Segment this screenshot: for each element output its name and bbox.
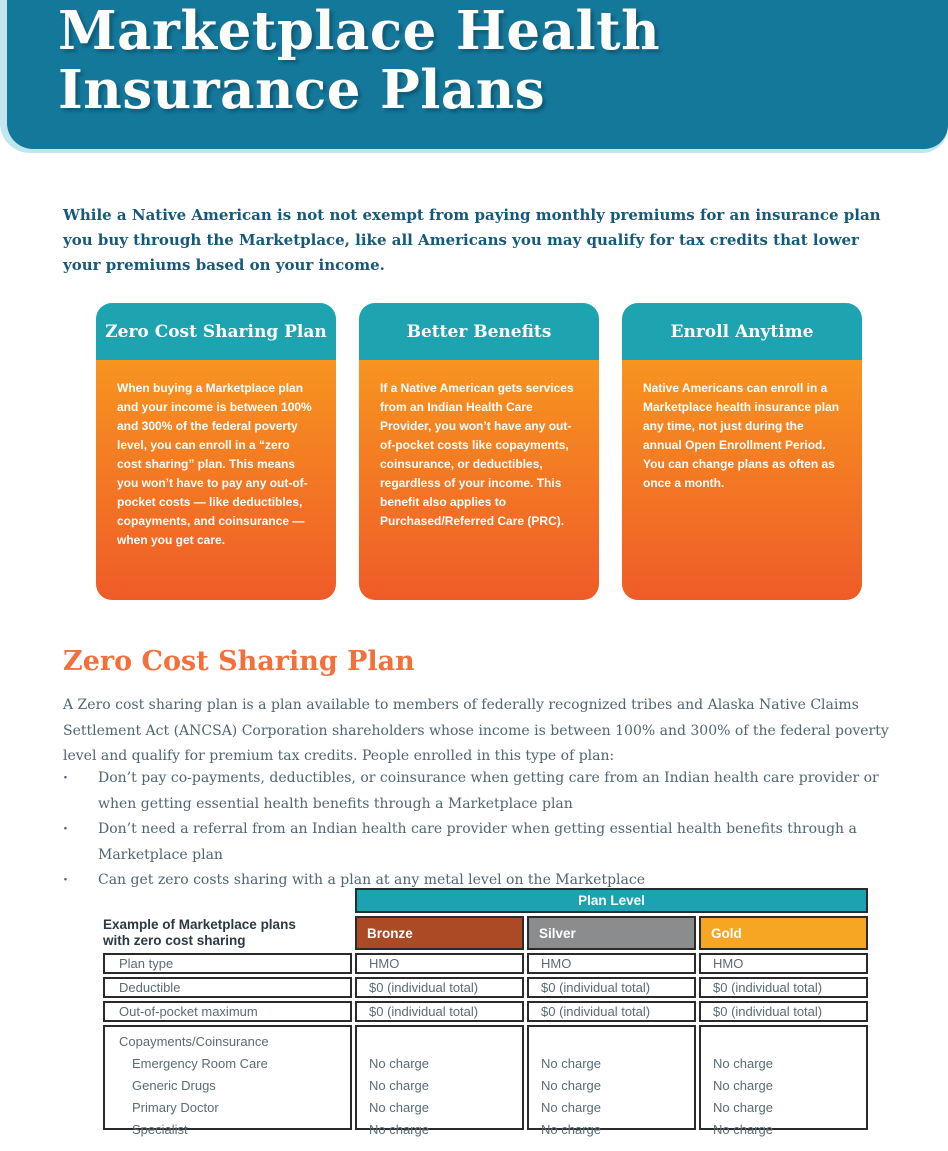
copay-item-label: Specialist — [132, 1122, 188, 1137]
copay-value: No charge — [541, 1056, 601, 1071]
copay-value: No charge — [369, 1056, 429, 1071]
card-body: If a Native American gets services from an Indian Health Care Provider, you won’t have any out-of-pocket costs like copayments, coinsurance, or deductibles, regardless of your income. This benefit also applies to Purchased/Referred Care (PRC). — [359, 360, 599, 600]
copay-spacer — [369, 1031, 522, 1053]
row-label-plan-type: Plan type — [103, 953, 352, 974]
section-heading: Zero Cost Sharing Plan — [63, 646, 415, 677]
card-better-benefits — [359, 303, 599, 600]
card-title: Zero Cost Sharing Plan — [96, 303, 336, 360]
copay-values-silver — [527, 1025, 696, 1137]
copay-value: No charge — [369, 1100, 429, 1115]
cell-deductible-bronze: $0 (individual total) — [355, 977, 524, 998]
copay-value: No charge — [713, 1056, 773, 1071]
cell-plan-type-gold: HMO — [699, 953, 868, 974]
card-title: Better Benefits — [359, 303, 599, 360]
row-label-deductible: Deductible — [103, 977, 352, 998]
copay-values-gold — [699, 1025, 868, 1137]
copay-value: No charge — [713, 1078, 773, 1093]
cell-deductible-silver: $0 (individual total) — [527, 977, 696, 998]
bullet-item — [63, 817, 883, 868]
copay-spacer — [713, 1031, 866, 1053]
cell-plan-type-silver: HMO — [527, 953, 696, 974]
bullet-item — [63, 766, 883, 817]
cell-plan-type-bronze: HMO — [355, 953, 524, 974]
bullet-marker: · — [63, 872, 68, 888]
card-zero-cost-sharing — [96, 303, 336, 600]
copay-value: No charge — [541, 1122, 601, 1137]
section-paragraph: A Zero cost sharing plan is a plan available to members of federally recognized tribes and Alaska Native Claims Settlement Act (ANCSA) Corporation shareholders whose income is between 100% and 300% of the federal poverty level and qualify for premium tax credits. People enrolled in this type of plan: — [63, 697, 889, 764]
bullet-text: Can get zero costs sharing with a plan at any metal level on the Marketplace — [98, 872, 645, 888]
plans-table — [103, 888, 868, 1137]
bullet-marker: · — [63, 821, 68, 837]
card-body: Native Americans can enroll in a Marketplace health insurance plan any time, not just during the annual Open Enrollment Period. You can change plans as often as once a month. — [622, 360, 862, 600]
copay-item-label: Primary Doctor — [132, 1100, 219, 1115]
copay-value: No charge — [369, 1078, 429, 1093]
copay-spacer — [541, 1031, 694, 1053]
cell-deductible-gold: $0 (individual total) — [699, 977, 868, 998]
cell-oop-bronze: $0 (individual total) — [355, 1001, 524, 1022]
cell-oop-gold: $0 (individual total) — [699, 1001, 868, 1022]
bullet-text: Don’t pay co-payments, deductibles, or coinsurance when getting care from an Indian health care provider or when getting essential health benefits through a Marketplace plan — [98, 770, 879, 812]
copay-value: No charge — [713, 1122, 773, 1137]
column-header-bronze: Bronze — [355, 916, 524, 950]
header-banner — [0, 0, 948, 153]
copay-item-label: Generic Drugs — [132, 1078, 216, 1093]
copay-group-label: Copayments/Coinsurance — [119, 1034, 269, 1049]
column-header-silver: Silver — [527, 916, 696, 950]
cell-oop-silver: $0 (individual total) — [527, 1001, 696, 1022]
copay-value: No charge — [369, 1122, 429, 1137]
copay-value: No charge — [541, 1100, 601, 1115]
page-title-line1: Marketplace Health — [58, 0, 661, 62]
card-enroll-anytime — [622, 303, 862, 600]
intro-paragraph: While a Native American is not not exempt from paying monthly premiums for an insurance plan you buy through the Marketplace, like all Americans you may qualify for tax credits that lower your premiums based on your income. — [63, 206, 881, 274]
benefit-cards — [96, 303, 862, 600]
copay-item-label: Emergency Room Care — [132, 1056, 268, 1071]
table-row-header-title: Example of Marketplace plans with zero cost sharing — [103, 917, 296, 948]
card-body: When buying a Marketplace plan and your income is between 100% and 300% of the federal poverty level, you can enroll in a “zero cost sharing” plan. This means you won’t have to pay any out-of-pocket costs — like deductibles, copayments, and coinsurance — when you get care. — [96, 360, 336, 600]
plan-level-header: Plan Level — [355, 888, 868, 913]
table-corner-blank — [103, 888, 352, 913]
copay-value: No charge — [713, 1100, 773, 1115]
copay-value: No charge — [541, 1078, 601, 1093]
page-title-line2: Insurance Plans — [58, 59, 546, 121]
card-title: Enroll Anytime — [622, 303, 862, 360]
copay-group-cell — [103, 1025, 352, 1137]
bullet-marker: · — [63, 770, 68, 786]
bullet-text: Don’t need a referral from an Indian health care provider when getting essential health benefits through a Marketplace plan — [98, 821, 857, 863]
column-header-gold: Gold — [699, 916, 868, 950]
bullet-list — [63, 766, 883, 894]
page-title — [58, 2, 660, 120]
copay-values-bronze — [355, 1025, 524, 1137]
row-label-oop-maximum: Out-of-pocket maximum — [103, 1001, 352, 1022]
